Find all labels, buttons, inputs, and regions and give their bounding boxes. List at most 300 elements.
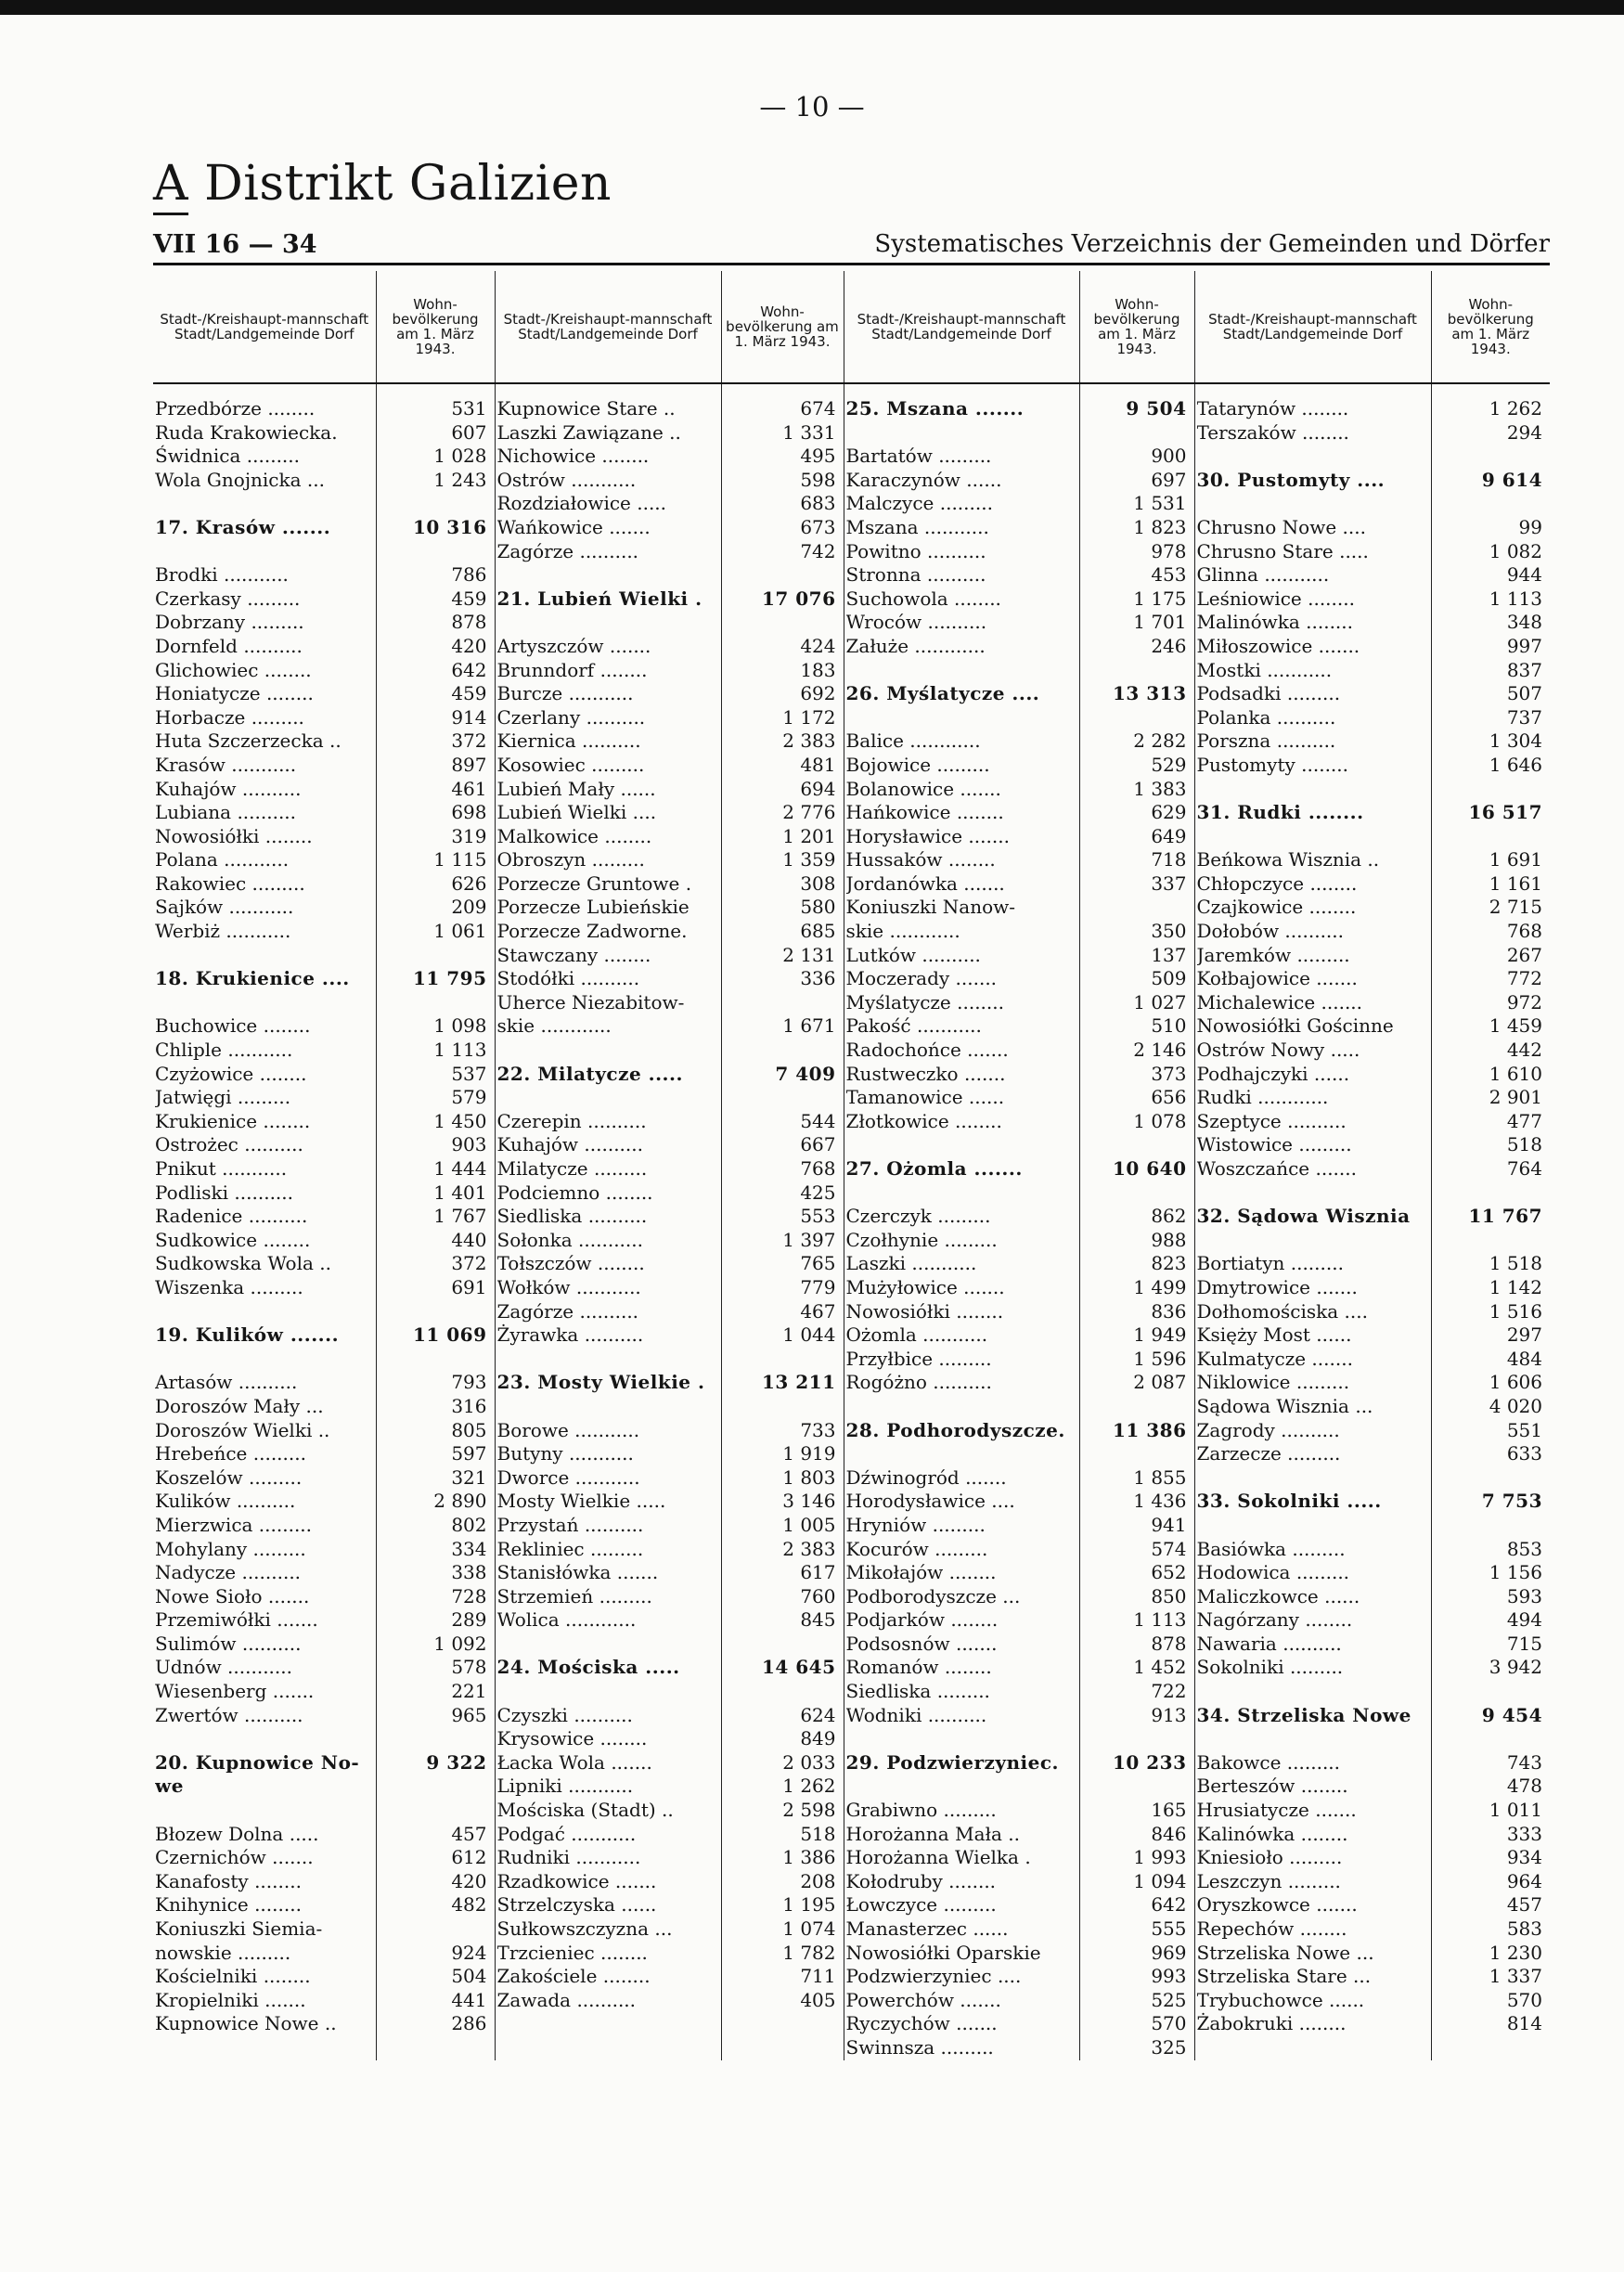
population-value: 853 bbox=[1506, 1537, 1542, 1560]
name-text: 19. Kulików ....... bbox=[155, 1323, 340, 1347]
locality-name bbox=[1195, 991, 1431, 1015]
name-text: Dołhomościska .... bbox=[1196, 1299, 1368, 1323]
name-text: Czernichów ....... bbox=[155, 1846, 314, 1869]
locality-name bbox=[153, 1133, 376, 1157]
population-value: 764 bbox=[1506, 1157, 1542, 1180]
locality-name bbox=[1195, 1039, 1431, 1063]
locality-name bbox=[496, 1965, 721, 1989]
blank-line bbox=[1432, 1727, 1551, 1751]
population-value: 944 bbox=[1506, 563, 1542, 587]
population-value: 137 bbox=[1151, 943, 1187, 966]
district-heading bbox=[1195, 1704, 1431, 1728]
col-header-name: Stadt-/Kreishaupt-mannschaft Stadt/Landgemeinde Dorf bbox=[495, 271, 721, 383]
population-value: 969 bbox=[1151, 1941, 1187, 1964]
name-text: 29. Podzwierzyniec. bbox=[845, 1750, 1059, 1774]
population-value: 286 bbox=[451, 2012, 487, 2035]
name-text: Czyszki .......... bbox=[496, 1703, 633, 1726]
locality-name bbox=[1195, 1371, 1431, 1395]
blank-line bbox=[844, 1442, 1079, 1466]
blank-line bbox=[1195, 1680, 1431, 1704]
locality-name bbox=[1195, 1633, 1431, 1657]
population-value: 529 bbox=[1151, 753, 1187, 776]
locality-name bbox=[496, 540, 721, 564]
district-total: 13 313 bbox=[1112, 682, 1187, 705]
district-heading bbox=[153, 1775, 376, 1799]
population-value: 459 bbox=[451, 587, 487, 610]
locality-name bbox=[153, 469, 376, 493]
population-value: 478 bbox=[1506, 1775, 1542, 1798]
blank-line bbox=[722, 1086, 844, 1110]
locality-name bbox=[496, 754, 721, 778]
name-text: Siedliska ......... bbox=[845, 1680, 990, 1703]
name-text: Basiówka ......... bbox=[1196, 1537, 1346, 1560]
blank-line bbox=[1195, 492, 1431, 516]
locality-name bbox=[496, 1419, 721, 1443]
population-value: 336 bbox=[800, 967, 836, 990]
population-value: 715 bbox=[1506, 1632, 1542, 1655]
locality-name bbox=[153, 801, 376, 825]
locality-name bbox=[496, 1893, 721, 1917]
population-value: 1 782 bbox=[782, 1941, 836, 1964]
locality-name bbox=[1195, 1086, 1431, 1110]
name-text: Przyłbice ......... bbox=[845, 1347, 992, 1370]
name-text: Podsosnów ....... bbox=[845, 1632, 998, 1655]
locality-name bbox=[844, 1514, 1079, 1538]
col-header-pop: Wohn-bevölkerung am 1. März 1943. bbox=[1079, 271, 1194, 383]
locality-name bbox=[844, 1110, 1079, 1134]
name-text: 34. Strzeliska Nowe bbox=[1196, 1703, 1411, 1726]
population-value: 934 bbox=[1506, 1846, 1542, 1869]
district-total: 10 233 bbox=[1112, 1750, 1187, 1774]
name-text: Kocurów ......... bbox=[845, 1537, 988, 1560]
locality-name bbox=[1195, 1942, 1431, 1966]
name-text: Doroszów Wielki .. bbox=[155, 1418, 330, 1441]
population-value: 518 bbox=[1506, 1133, 1542, 1156]
population-value: 802 bbox=[451, 1513, 487, 1536]
district-heading bbox=[153, 1751, 376, 1775]
name-text: Ostrów Nowy ..... bbox=[1196, 1039, 1360, 1062]
locality-name bbox=[153, 729, 376, 754]
locality-name bbox=[1195, 659, 1431, 683]
name-text: Mohylany ......... bbox=[155, 1537, 306, 1560]
locality-name bbox=[844, 1086, 1079, 1110]
name-text: Kościelniki ........ bbox=[155, 1965, 311, 1988]
population-value: 978 bbox=[1151, 539, 1187, 562]
name-text: Porzecze Zadworne. bbox=[496, 920, 688, 943]
locality-name bbox=[844, 1942, 1079, 1966]
population-value: 583 bbox=[1506, 1917, 1542, 1940]
population-value: 722 bbox=[1151, 1680, 1187, 1703]
population-value: 1 596 bbox=[1133, 1347, 1187, 1370]
name-text: Wistowice ......... bbox=[1196, 1133, 1352, 1156]
locality-name bbox=[153, 1490, 376, 1514]
population-value: 1 230 bbox=[1489, 1941, 1542, 1964]
population-value: 691 bbox=[451, 1275, 487, 1298]
name-text: Malkowice ........ bbox=[496, 824, 652, 847]
locality-name bbox=[153, 1680, 376, 1704]
name-text: Sajków ........... bbox=[155, 896, 294, 919]
name-text: 17. Krasów ....... bbox=[155, 515, 331, 538]
name-text: Lutków .......... bbox=[845, 943, 981, 966]
locality-name bbox=[496, 1300, 721, 1324]
population-value: 350 bbox=[1151, 920, 1187, 943]
population-value: 1 610 bbox=[1489, 1062, 1542, 1085]
blank-line bbox=[377, 1917, 495, 1942]
blank-line bbox=[153, 1727, 376, 1751]
name-text: Rzadkowice ....... bbox=[496, 1869, 657, 1892]
name-text: Hrebeńce ......... bbox=[155, 1442, 306, 1465]
locality-name bbox=[153, 920, 376, 944]
blank-line bbox=[377, 492, 495, 516]
population-value: 579 bbox=[451, 1086, 487, 1109]
population-value: 903 bbox=[451, 1133, 487, 1156]
locality-name bbox=[153, 397, 376, 421]
blank-line bbox=[377, 540, 495, 564]
population-value: 1 606 bbox=[1489, 1371, 1542, 1394]
name-text: Nawaria .......... bbox=[1196, 1632, 1342, 1655]
blank-line bbox=[1080, 1775, 1194, 1799]
name-text: Dornfeld .......... bbox=[155, 634, 303, 657]
name-text: Stronna .......... bbox=[845, 563, 986, 587]
locality-name bbox=[496, 635, 721, 659]
population-value: 555 bbox=[1151, 1917, 1187, 1940]
population-value: 457 bbox=[451, 1822, 487, 1845]
district-total: 16 517 bbox=[1468, 801, 1542, 824]
blank-line bbox=[1195, 1514, 1431, 1538]
population-value: 993 bbox=[1151, 1965, 1187, 1988]
name-text: Radenice .......... bbox=[155, 1205, 308, 1228]
name-text: Sołonka ........... bbox=[496, 1228, 643, 1251]
name-text: Koszelów ......... bbox=[155, 1465, 303, 1489]
locality-name bbox=[496, 1110, 721, 1134]
table-body-row bbox=[153, 383, 1550, 2060]
locality-name bbox=[153, 1585, 376, 1609]
name-text: Kosowiec ......... bbox=[496, 753, 645, 776]
population-value: 1 074 bbox=[782, 1917, 836, 1940]
locality-name bbox=[496, 920, 721, 944]
population-value: 289 bbox=[451, 1608, 487, 1632]
population-value: 1 823 bbox=[1133, 515, 1187, 538]
name-text: Tołszczów ........ bbox=[496, 1252, 645, 1275]
locality-name bbox=[153, 1538, 376, 1562]
name-text: Rozdziałowice ..... bbox=[496, 492, 667, 515]
population-value: 1 005 bbox=[782, 1513, 836, 1536]
locality-name bbox=[1195, 1323, 1431, 1348]
locality-name bbox=[844, 1633, 1079, 1657]
population-value: 457 bbox=[1506, 1893, 1542, 1917]
blank-line bbox=[496, 1395, 721, 1419]
name-text: Glichowiec ........ bbox=[155, 658, 312, 681]
population-value: 1 262 bbox=[1489, 397, 1542, 420]
blank-line bbox=[1432, 492, 1551, 516]
blank-line bbox=[153, 1300, 376, 1324]
locality-name bbox=[1195, 1133, 1431, 1157]
population-value: 612 bbox=[451, 1846, 487, 1869]
population-value: 373 bbox=[1151, 1062, 1187, 1085]
locality-name bbox=[844, 848, 1079, 872]
locality-name bbox=[844, 1917, 1079, 1942]
name-text: Świdnica ......... bbox=[155, 445, 300, 468]
name-text: Leśniowice ........ bbox=[1196, 587, 1355, 610]
name-text: Pustomyty ........ bbox=[1196, 753, 1348, 776]
locality-name bbox=[1195, 1538, 1431, 1562]
population-value: 845 bbox=[800, 1608, 836, 1632]
locality-name bbox=[153, 1633, 376, 1657]
locality-name bbox=[153, 2012, 376, 2036]
page-title bbox=[153, 156, 612, 212]
population-value: 308 bbox=[800, 871, 836, 895]
name-text: Werbiż ........... bbox=[155, 920, 291, 943]
name-text: Glinna ........... bbox=[1196, 563, 1330, 587]
blank-line bbox=[1080, 1181, 1194, 1206]
locality-name bbox=[844, 1893, 1079, 1917]
population-value: 321 bbox=[451, 1465, 487, 1489]
pops-column-2 bbox=[721, 383, 844, 2060]
blank-line bbox=[722, 1395, 844, 1419]
population-value: 2 383 bbox=[782, 729, 836, 753]
name-text: 23. Mosty Wielkie . bbox=[496, 1371, 705, 1394]
name-text: Burcze ........... bbox=[496, 682, 634, 705]
blank-line bbox=[153, 492, 376, 516]
locality-name bbox=[153, 1656, 376, 1680]
population-value: 461 bbox=[451, 777, 487, 800]
name-text: Mużyłowice ....... bbox=[845, 1275, 1005, 1298]
population-value: 334 bbox=[451, 1537, 487, 1560]
population-value: 793 bbox=[451, 1371, 487, 1394]
locality-name bbox=[1195, 1276, 1431, 1300]
name-text: Podhajczyki ...... bbox=[1196, 1062, 1350, 1085]
name-text: Wańkowice ....... bbox=[496, 515, 651, 538]
blank-line bbox=[1080, 1395, 1194, 1419]
name-text: Nadycze .......... bbox=[155, 1561, 302, 1584]
population-value: 1 803 bbox=[782, 1465, 836, 1489]
name-text: Dobrzany ......... bbox=[155, 611, 304, 634]
locality-name bbox=[153, 1252, 376, 1276]
name-text: Ryczychów ....... bbox=[845, 2012, 998, 2035]
population-value: 1 499 bbox=[1133, 1275, 1187, 1298]
locality-name bbox=[1195, 1419, 1431, 1443]
locality-name bbox=[1195, 397, 1431, 421]
name-text: Powerchów ....... bbox=[845, 1988, 1001, 2011]
locality-name bbox=[153, 1014, 376, 1039]
population-value: 1 331 bbox=[782, 420, 836, 444]
district-heading bbox=[496, 1371, 721, 1395]
blank-line bbox=[1432, 1514, 1551, 1538]
name-text: Artasów .......... bbox=[155, 1371, 298, 1394]
population-value: 442 bbox=[1506, 1039, 1542, 1062]
blank-line bbox=[1080, 1442, 1194, 1466]
blank-line bbox=[496, 1086, 721, 1110]
district-heading bbox=[496, 1656, 721, 1680]
district-heading bbox=[153, 516, 376, 540]
blank-line bbox=[1195, 445, 1431, 469]
population-value: 642 bbox=[451, 658, 487, 681]
population-value: 537 bbox=[451, 1062, 487, 1085]
name-text: Myślatycze ........ bbox=[845, 990, 1004, 1013]
locality-name bbox=[844, 1323, 1079, 1348]
locality-name bbox=[153, 1870, 376, 1894]
population-value: 697 bbox=[1151, 468, 1187, 491]
name-text: Horysławice ....... bbox=[845, 824, 1010, 847]
locality-name bbox=[496, 1514, 721, 1538]
locality-name bbox=[496, 1205, 721, 1229]
locality-name bbox=[153, 1039, 376, 1063]
population-value: 649 bbox=[1151, 824, 1187, 847]
name-text: Wiesenberg ....... bbox=[155, 1680, 315, 1703]
locality-name bbox=[1195, 563, 1431, 587]
locality-name bbox=[496, 1442, 721, 1466]
name-text: Chłopczyce ........ bbox=[1196, 871, 1358, 895]
locality-name bbox=[844, 1965, 1079, 1989]
locality-name bbox=[844, 1039, 1079, 1063]
name-text: Rudki ............ bbox=[1196, 1086, 1329, 1109]
name-text: Strzelczyska ...... bbox=[496, 1893, 657, 1917]
name-text: Swinnsza ......... bbox=[845, 2035, 994, 2059]
locality-name bbox=[496, 1252, 721, 1276]
population-value: 1 436 bbox=[1133, 1490, 1187, 1513]
locality-name bbox=[1195, 1395, 1431, 1419]
population-value: 425 bbox=[800, 1181, 836, 1204]
locality-name bbox=[153, 1466, 376, 1491]
name-text: Podsadki ......... bbox=[1196, 682, 1341, 705]
locality-name bbox=[844, 991, 1079, 1015]
locality-name bbox=[844, 1608, 1079, 1633]
locality-name bbox=[496, 944, 721, 968]
district-heading bbox=[844, 1751, 1079, 1775]
name-text: Jatwięgi ......... bbox=[155, 1086, 291, 1109]
locality-name bbox=[1195, 1110, 1431, 1134]
locality-name bbox=[844, 1846, 1079, 1870]
population-value: 319 bbox=[451, 824, 487, 847]
locality-name bbox=[1195, 1823, 1431, 1847]
locality-name bbox=[496, 397, 721, 421]
locality-name bbox=[153, 1965, 376, 1989]
name-text: Błozew Dolna ..... bbox=[155, 1822, 319, 1845]
locality-name bbox=[844, 587, 1079, 612]
locality-name bbox=[1195, 516, 1431, 540]
col-header-pop: Wohn-bevölkerung am 1. März 1943. bbox=[376, 271, 495, 383]
name-text: 22. Milatycze ..... bbox=[496, 1062, 683, 1085]
name-text: Szeptyce .......... bbox=[1196, 1109, 1347, 1132]
population-value: 1 397 bbox=[782, 1228, 836, 1251]
name-text: Trybuchowce ...... bbox=[1196, 1988, 1365, 2011]
locality-name bbox=[496, 1490, 721, 1514]
locality-name bbox=[1195, 754, 1431, 778]
locality-name bbox=[153, 635, 376, 659]
name-text: Buchowice ........ bbox=[155, 1014, 311, 1038]
population-value: 1 027 bbox=[1133, 990, 1187, 1013]
name-text: Butyny ........... bbox=[496, 1442, 634, 1465]
locality-name bbox=[496, 659, 721, 683]
population-value: 2 776 bbox=[782, 801, 836, 824]
name-text: Suchowola ........ bbox=[845, 587, 1001, 610]
name-text: Chrusno Stare ..... bbox=[1196, 539, 1369, 562]
population-value: 424 bbox=[800, 634, 836, 657]
population-value: 694 bbox=[800, 777, 836, 800]
population-value: 1 359 bbox=[782, 848, 836, 871]
district-total: 7 409 bbox=[775, 1062, 836, 1085]
population-value: 685 bbox=[800, 920, 836, 943]
name-text: Borowe ........... bbox=[496, 1418, 640, 1441]
district-total: 9 454 bbox=[1481, 1703, 1542, 1726]
district-total: 9 504 bbox=[1126, 397, 1187, 420]
population-value: 711 bbox=[800, 1965, 836, 1988]
population-value: 805 bbox=[451, 1418, 487, 1441]
population-value: 733 bbox=[800, 1418, 836, 1441]
locality-name bbox=[1195, 587, 1431, 612]
locality-name bbox=[844, 1656, 1079, 1680]
name-text: Wola Gnojnicka ... bbox=[155, 468, 325, 491]
name-text: Mosty Wielkie ..... bbox=[496, 1490, 666, 1513]
locality-name bbox=[1195, 611, 1431, 635]
locality-name bbox=[496, 421, 721, 445]
population-value: 1 401 bbox=[433, 1181, 487, 1204]
name-text: Księży Most ...... bbox=[1196, 1323, 1352, 1347]
locality-name bbox=[153, 682, 376, 706]
locality-name bbox=[844, 492, 1079, 516]
population-value: 509 bbox=[1151, 967, 1187, 990]
name-text: Obroszyn ......... bbox=[496, 848, 645, 871]
name-text: Kuhajów .......... bbox=[496, 1133, 643, 1156]
locality-name bbox=[496, 1157, 721, 1181]
locality-name bbox=[844, 469, 1079, 493]
locality-name bbox=[153, 587, 376, 612]
name-text: Strzemień ......... bbox=[496, 1584, 652, 1607]
district-heading bbox=[844, 682, 1079, 706]
locality-name bbox=[844, 801, 1079, 825]
district-heading bbox=[1195, 1205, 1431, 1229]
locality-name bbox=[496, 801, 721, 825]
name-text: Niklowice ......... bbox=[1196, 1371, 1350, 1394]
population-value: 420 bbox=[451, 634, 487, 657]
locality-name bbox=[153, 825, 376, 849]
name-text: Dworce ........... bbox=[496, 1465, 640, 1489]
name-text: Rakowiec ......... bbox=[155, 871, 305, 895]
locality-name bbox=[496, 1942, 721, 1966]
district-heading bbox=[1195, 469, 1431, 493]
name-text: Knihynice ........ bbox=[155, 1893, 302, 1917]
name-text: Trzcieniec ........ bbox=[496, 1941, 648, 1964]
locality-name bbox=[1195, 1799, 1431, 1823]
population-value: 183 bbox=[800, 658, 836, 681]
population-value: 510 bbox=[1151, 1014, 1187, 1038]
population-value: 1 459 bbox=[1489, 1014, 1542, 1038]
name-text: Polanka .......... bbox=[1196, 705, 1336, 729]
population-value: 1 337 bbox=[1489, 1965, 1542, 1988]
population-value: 578 bbox=[451, 1656, 487, 1679]
name-text: Udnów ........... bbox=[155, 1656, 292, 1679]
name-text: Żyrawka .......... bbox=[496, 1323, 644, 1347]
population-value: 2 383 bbox=[782, 1537, 836, 1560]
name-text: Porzecze Lubieńskie bbox=[496, 896, 690, 919]
population-value: 1 061 bbox=[433, 920, 487, 943]
locality-name bbox=[496, 1538, 721, 1562]
population-value: 1 011 bbox=[1489, 1799, 1542, 1822]
name-text: Zwertów .......... bbox=[155, 1703, 303, 1726]
locality-name bbox=[153, 1942, 376, 1966]
district-total: 11 795 bbox=[412, 967, 487, 990]
population-value: 4 020 bbox=[1489, 1394, 1542, 1417]
population-value: 814 bbox=[1506, 2012, 1542, 2035]
name-text: Malczyce ......... bbox=[845, 492, 993, 515]
population-value: 1 262 bbox=[782, 1775, 836, 1798]
population-value: 914 bbox=[451, 705, 487, 729]
population-value: 607 bbox=[451, 420, 487, 444]
locality-name bbox=[496, 991, 721, 1015]
population-value: 1 444 bbox=[433, 1157, 487, 1180]
col-header-pop: Wohn-bevölkerung am 1. März 1943. bbox=[721, 271, 844, 383]
district-total bbox=[377, 1775, 495, 1799]
